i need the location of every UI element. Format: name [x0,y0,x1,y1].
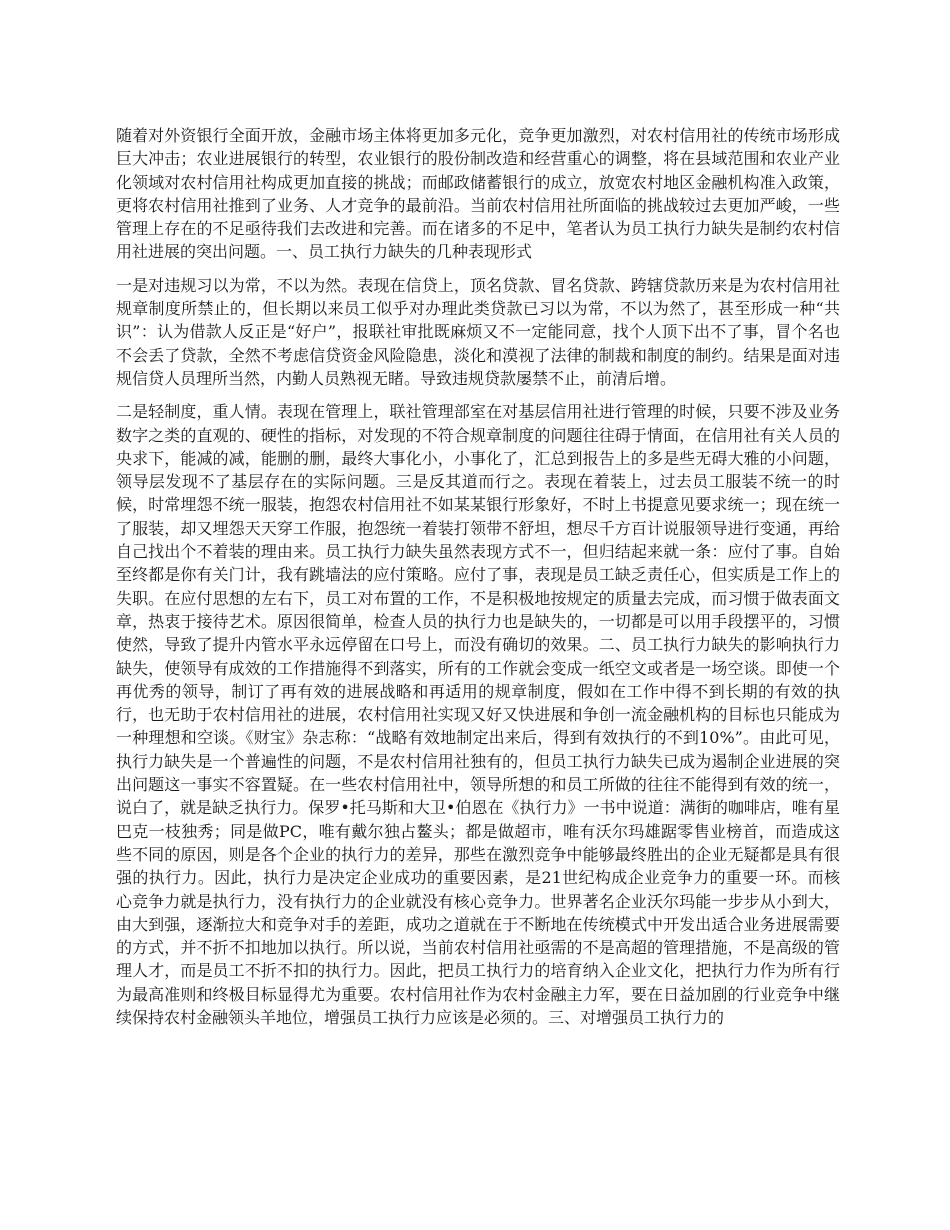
document-body [116,124,840,1039]
paragraph-intro: 随着对外资银行全面开放，金融市场主体将更加多元化，竞争更加激烈，对农村信用社的传统市场形成巨大冲击；农业进展银行的转型，农业银行的股份制改造和经营重心的调整，将在县域范围和农业产业化领域对农村信用社构成更加直接的挑战；而邮政储蓄银行的成立，放宽农村地区金融机构准入政策，更将农村信用社推到了业务、人才竞争的最前沿。当前农村信用社所面临的挑战较过去更加严峻，一些管理上存在的不足亟待我们去改进和完善。而在诸多的不足中，笔者认为员工执行力缺失是制约农村信用社进展的突出问题。一、员工执行力缺失的几种表现形式 [116,126,840,262]
paragraph-second-form: 二是轻制度，重人情。表现在管理上，联社管理部室在对基层信用社进行管理的时候，只要不涉及业务数字之类的直观的、硬性的指标，对发现的不符合规章制度的问题往往碍于情面，在信用社有关人员的央求下，能减的减，能删的删，最终大事化小，小事化了，汇总到报告上的多是些无碍大雅的小问题，领导层发现不了基层存在的实际问题。三是反其道而行之。表现在着装上，过去员工服装不统一的时候，时常埋怨不统一服装，抱怨农村信用社不如某某银行形象好，不时上书提意见要求统一；现在统一了服装，却又埋怨天天穿工作服，抱怨统一着装打领带不舒坦，想尽千方百计说服领导进行变通，再给自己找出个不着装的理由来。员工执行力缺失虽然表现方式不一，但归结起来就一条：应付了事。自始至终都是你有关门计，我有跳墙法的应付策略。应付了事，表现是员工缺乏责任心，但实质是工作上的失职。在应付思想的左右下，员工对布置的工作，不是积极地按规定的质量去完成，而习惯于做表面文章，热衷于接待艺术。原因很简单，检查人员的执行力也是缺失的，一切都是可以用手段摆平的，习惯使然，导致了提升内管水平永远停留在口号上，而没有确切的效果。二、员工执行力缺失的影响执行力缺失，使领导有成效的工作措施得不到落实，所有的工作就会变成一纸空文或者是一场空谈。即使一个再优秀的领导，制订了再有效的进展战略和再适用的规章制度，假如在工作中得不到长期的有效的执行，也无助于农村信用社的进展，农村信用社实现又好又快进展和争创一流金融机构的目标也只能成为一种理想和空谈。《财宝》杂志称：“战略有效地制定出来后，得到有效执行的不到10%”。由此可见，执行力缺失是一个普遍性的问题，不是农村信用社独有的，但员工执行力缺失已成为遏制企业进展的突出问题这一事实不容置疑。在一些农村信用社中，领导所想的和员工所做的往往不能得到有效的统一，说白了，就是缺乏执行力。保罗•托马斯和大卫•伯恩在《执行力》一书中说道：满街的咖啡店，唯有星巴克一枝独秀；同是做PC，唯有戴尔独占鳌头；都是做超市，唯有沃尔玛雄踞零售业榜首，而造成这些不同的原因，则是各个企业的执行力的差异，那些在激烈竞争中能够最终胜出的企业无疑都是具有很强的执行力。因此，执行力是决定企业成功的重要因素，是21世纪构成企业竞争力的重要一环。而核心竞争力就是执行力，没有执行力的企业就没有核心竞争力。世界著名企业沃尔玛能一步步从小到大，由大到强，逐渐拉大和竞争对手的差距，成功之道就在于不断地在传统模式中开发出适合业务进展需要的方式，并不折不扣地加以执行。所以说，当前农村信用社亟需的不是高超的管理措施，不是高级的管理人才，而是员工不折不扣的执行力。因此，把员工执行力的培育纳入企业文化，把执行力作为所有行为最高准则和终极目标显得尤为重要。农村信用社作为农村金融主力军，要在日益加剧的行业竞争中继续保持农村金融领头羊地位，增强员工执行力应该是必须的。三、对增强员工执行力的 [116,402,840,1027]
paragraph-first-form: 一是对违规习以为常，不以为然。表现在信贷上，顶名贷款、冒名贷款、跨辖贷款历来是为农村信用社规章制度所禁止的，但长期以来员工似乎对办理此类贷款已习以为常，不以为然了，甚至形成一种“共识”：认为借款人反正是“好户”，报联社审批既麻烦又不一定能同意，找个人顶下出不了事，冒个名也不会丢了贷款，全然不考虑信贷资金风险隐患，淡化和漠视了法律的制裁和制度的制约。结果是面对违规信贷人员理所当然，内勤人员熟视无睹。导致违规贷款屡禁不止，前清后增。 [116,275,840,388]
